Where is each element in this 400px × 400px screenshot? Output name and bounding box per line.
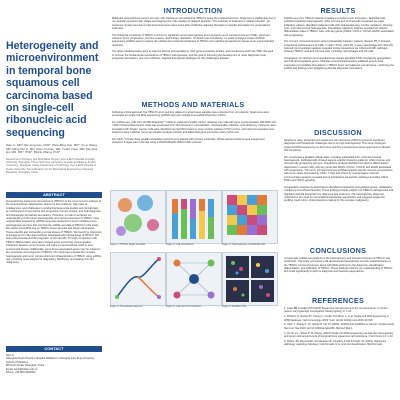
reference-item: 1. Lavin BB & Gidley PW (2023) Squamous cell carcinoma of the temporal bone: A current review. Laryngoscope Investigative Otolaryngology 8: 1-10. [284,307,388,314]
figure-2-caption: Figure 2. Cell composition [166,243,194,246]
figure-3 [222,190,278,244]
methods-text: Following ethical approval, five TBSCC tumor and four adjacent normal tissue samples were collected from six patients. Specimens were processed for single-cell RNA sequencing (scRNA-seq) and multiple immunohistochemistry (mIHC). For scRNA-seq, cells from the BD Rhapsody™ platform underwent quality control, retaining only cells with gene counts between 200-5000 and <20% mitochondrial content. Data was processed in R, with focuses on normalization, dimensionality reduction, and clustering. Cell types were annotated with Singler. Cancer cells were identified via inferCNV based on copy number variation (CNV) scores. Cell-cell communication was analyzed using CellChat. Gene set variation analysis (GSVA) and differential gene expression were performed. For mIHC, formalin-fixed paraffin-embedded sections were stained with primary antibodies. Whole-stained sections were imaged and analyzed. Images were scanned using a PANNORAMIC MIDI III slide scanner. [112,111,276,145]
results-heading: RESULTS [320,6,356,15]
references-list [284,307,394,395]
affiliations: Department of Otology and Skull Base Surgery, Eye & ENT Hospital of Fudan University, Shanghai, China; NHC Key Laboratory of Hearing Medicine (Fudan University), Shanghai, China; Department of Pathology, Eye & ENT Hospital of Fudan University; Key Laboratory for the Biomedical Engineering of Hearing Research, Shanghai, China [6,158,97,174]
contact-text: Wen Li Shanghai South People's Hospital Affiliated to Shanghai Jiao Tong University School of Medicine 88 Fenlin Road, Shanghai, China Email: wenli@fudan.edu.cn Phone: +86 000-0000000 [6,354,95,375]
contact-heading: CONTACT [6,346,102,352]
figure-3-caption: Figure 3. Heterogeneity of epithelial cells [222,243,266,246]
introduction-text: Malignant temporal bone tumors are rare, with squamous cell carcinoma (TBSCC) being the predominant form. Diagnosis is challenging due to non-specific symptoms like otalgia and hearing loss, often leading to delayed detection. The mainstay of treatment is radical resection, yet outcomes remain poor due to high local recurrence rates and a lack of effective adjuvant therapies or specific biomarkers for personalized treatment. The biological complexity of TBSCC is driven by significant tumor heterogeneity and a dynamic tumor microenvironment (TME), which are critical in tumor progression, immune evasion, and therapy resistance. To dissect this complexity, our study employed single-cell RNA sequencing (scRNA-seq) to analyze the cellular and molecular landscape of TBSCC and matched precancerous tissues at an unprecedented resolution. The deep characterization aims to map the diverse cell populations, their gene expression profiles, and interactions within the TME. We seek to uncover the fundamental mechanisms of TBSCC pathogenesis, with the goal of informing the development of novel diagnostic tools, prognostic biomarkers, and more effective, targeted therapeutic strategies for this challenging disease. [112,17,276,61]
abstract-text: Temporal bone squamous cell carcinoma (TBSCC) is the most common subtype of the temporal bone malignancies. Due to its low incidence, high rates of misdiagnosis, and challenges in conducting large-scale studies and clinical trials, its mechanisms of occurrence and progression remain unclear, and both diagnosis and therapeutic biomarkers are lacking. Therefore, in order to enhance our understanding of the tumor heterogeneity and microenvironment of TBSCC, have surgical RNA sequencing (scRNA-seq) was conducted in tumor including tumor heterogeneity we have first reported the scRNA-seq data of TBSCC in this study. We performed scRNA-seq on TBSCC tissue samples and single cell analysis. Tissue-specific and surrounding normal tissues of TBSCC. We found the proportion of lineage tumor cells was positively associated with clinical stage of TBSCC. We found the potential and the proportion of normal cells. Through comparison with TBSCC differentiation were also involved tumor-promoting communication interaction between some immune cell types in normal tissues. Most in post-environment tissues. Additionally, some tumor-associated genes may be related to the recurrence and prognosis of TBSCC. Our study has revealed the complex heterogeneity and tumor microenvironment characteristics of TBSCC using scRNA-seq, providing novel insights for diagnosing, identifying, and treating this rare malignancy. [6,200,102,265]
figure-5-network [167,253,221,305]
reference-item: 3. Chen Y, Zhang A, LZ, Wang M, Xie TX (2023). ScRNA and scMRNA-to-Cancer. Nucleic Acids Res Curr Nat 2023. doi:10.1093/nar/gkw001. Biomed Res 1. [284,323,394,330]
figure-1 [110,190,166,244]
figure-5-caption: Figure 5. Cell-cell communication [166,305,202,308]
conclusions-heading: CONCLUSIONS [309,246,367,255]
poster-title: Heterogeneity and microenvironment in temporal bone squamous cell carcinoma based on single-cell ribonucleic acid sequencing [6,40,99,139]
figure-4-trajectory [111,253,165,305]
figure-4 [110,252,166,306]
discussion-text: Despite its rarity, temporal bone squamous cell carcinoma (TBSCC) presents significant diagnostic and therapeutic challenges due to its high heterogeneity. This study employed single-cell RNA sequencing on five tumor and four precancerous tissue specimens to dissect this complexity. We constructed a detailed cellular atlas, revealing substantial inter- and intra-tumoral heterogeneity. Epithelial cells showed sample-specific clustering patterns, while immune and stromal cells grouped by cell type. Pseudotime analysis identified two distinct differentiation trajectories in cancer cells, with key genes like KRAS, CXCL1, CXCL8, and EGFR associated with progression. The tumor microenvironment exhibited patient-specific immune compositions, with some cases dominated by CD8+ T cells and others by macrophages. Cell-cell communication analysis revealed strong interactions via specific pathways including CDH1, FPR1 and TGF-β signaling. Comparative analysis of paired tissues identified consistently dysregulated genes, validated by multiplex immunohistochemistry. These findings provide insights into TBSCC pathogenesis and highlight potential biomarkers for diagnosis and treatment. The heterogeneity observed underscores the need for personalized therapeutic approaches and suggests single-cell profiling could inform clinical decision-making for this complex malignancy. [284,139,394,203]
reference-item: 2. Pitchers G, Sooby ST, Chong C, Crelier A & Minor L, et al. Single-cell RNA sequencing in 2008 database. Nat Immunology 2023: 5-12. doi:10.1016/j.cmet.2019.10.015 [284,315,389,322]
methods-heading: METHODS AND MATERIALS [141,100,245,109]
results-text: ScRNA-seq of six TBSCC patients revealed a complex tumor ecosystem. Epithelial cells exhibited significant heterogeneity, while immune and stromal cells comprised six major infiltrative subsets. Identified malignant cells with widespread copy number variations, showing inter- and intra-tumoral heterogeneity. Pseudotime trajectory analysis revealed two distinct differentiation fates in TBSCC cells, with key genes (KRAS, CXCL1, CXCL8, EGFR) associated with progression. The immune microenvironment varied substantially between patients. Sample P5_C showed exceptional predominance of CD8+ T cells (>70%), while P5_C was macrophage-rich (30.11%). Cell-cell communication analysis revealed strong interactions via CDH1 and MIF pathways between TBSCC cells and immune cells, including macrophages and NK cells. Comparison of matched tumor-precancerous tissues identified 1200 consistently upregulated and 416 downregulated genes. Multiplex immunohistochemistry validated protein-level expression of candidate biomarkers in TBSCC tumor and adjacent normal tissue, confirming the scRNA-seq findings and highlighting potential diagnostic biomarkers. [284,17,394,71]
reference-item: 5. Stuber JM, Reeves EK, Sundaresan IE, Kingsley-P HR & Freels XX (2019). Reference pathology regarding cell-deep; bioinformatic to to, and cell classification. Bioinformatic. [284,339,387,347]
figure-6-ihc [223,253,277,305]
figure-6 [222,252,278,306]
abstract-heading: ABSTRACT [6,192,102,198]
discussion-heading: DISCUSSION [314,128,362,137]
introduction-heading: INTRODUCTION [163,6,223,15]
figure-1-scatter [111,191,165,243]
authors: Wen Li, MD*; Bei-Ling Cao, PhD*; Zhou-Bing Xue, MD*; Xu-Li Wang, MD; Ming-Yan Li, MD; Zhen-Yu Gao, MD; Yi-Rui Chen, MD; Mei-Hua Hu, MD, MS*; PhD*; Binbin Zhang, PhD* [6,143,98,155]
figures-grid [110,190,276,366]
figure-1-caption: Figure 1. TBSCC single-cell atlas [110,243,146,246]
reference-item: 4. Ou W, Li L, Shuai P, W, Zhang, (2023) Single-cell RNA sequencing reveals the heterogeneity and tumor microenvironment of temporal bone squamous cell carcinoma. Front Oncol 13: 1-10. [284,331,394,338]
figure-3-heatmap [223,191,277,243]
references-heading: REFERENCES [311,296,365,305]
left-column [0,0,106,400]
figure-6-caption: Figure 6. Multiplex IHC [222,305,247,308]
conclusions-text: A systematic scRNA-seq analysis of the heterogeneity and microenvironment of TBSCC was conducted. This study uncovered multi-dimensional heterogeneity and the characterization of the TBSCC microenvironment, along with DEG pertinent to the diagnosis, classification, differentiation, and infiltration of TBSCC. These findings enhance our understanding of TBSCC and could significantly impact its diagnosis and treatment approaches. [284,257,393,274]
figure-5 [166,252,222,306]
figure-4-caption: Figure 4. Pseudotime trajectory [110,305,144,308]
figure-2 [166,190,222,244]
figure-2-bars [167,191,221,243]
